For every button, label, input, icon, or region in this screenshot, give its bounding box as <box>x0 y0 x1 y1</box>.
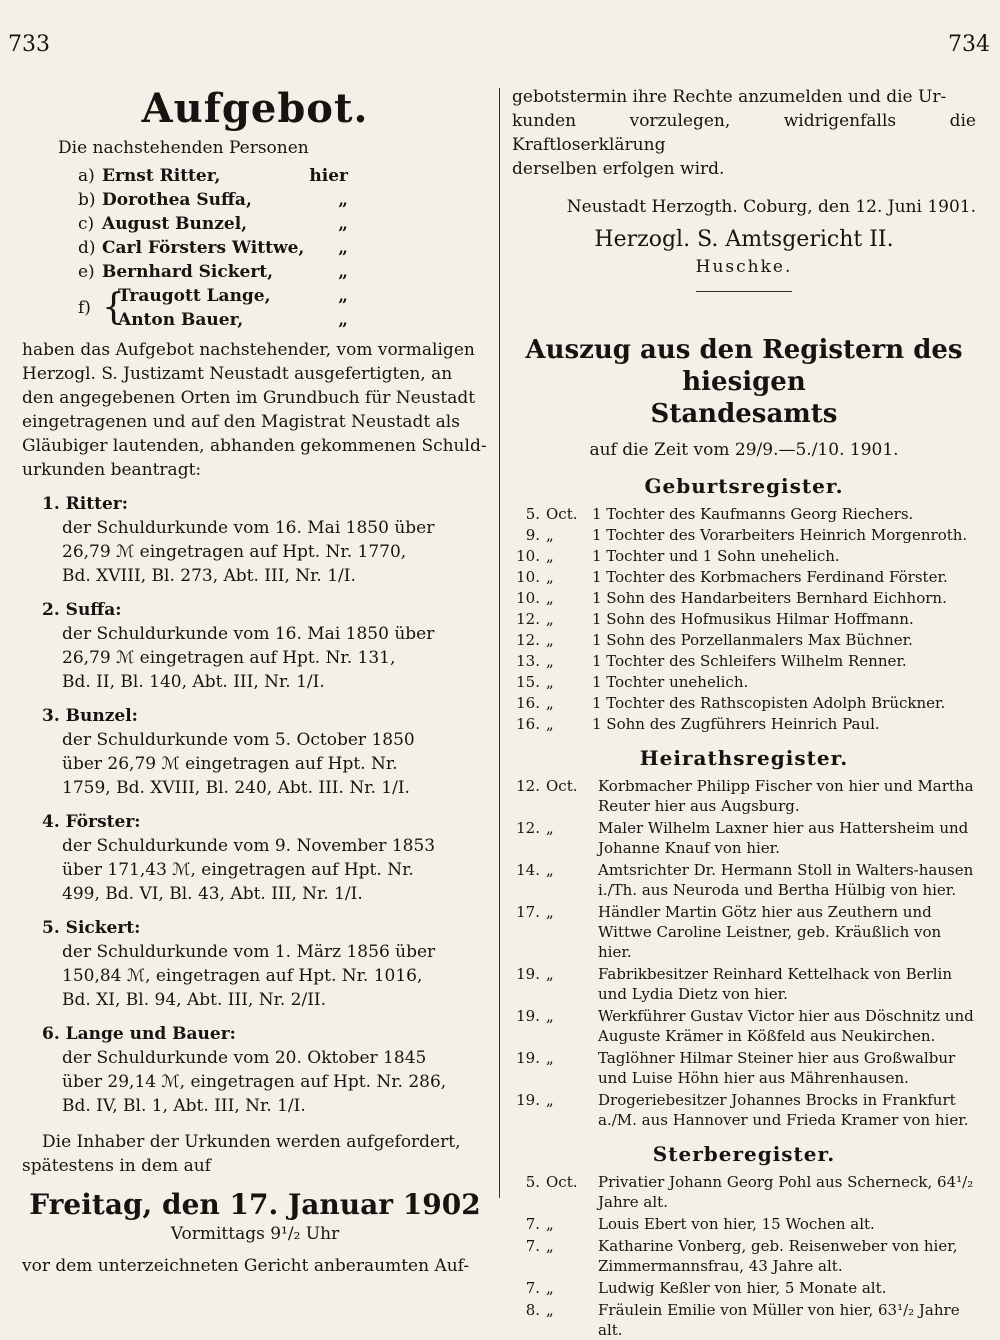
register-entry <box>512 902 976 962</box>
entry-day: 7. <box>525 1237 540 1255</box>
entry-day: 7. <box>525 1215 540 1233</box>
court-name: Herzogl. S. Amtsgericht II. <box>594 227 894 252</box>
entry-day: 13. <box>516 652 540 670</box>
register-entry <box>512 1236 976 1276</box>
entry-text: Taglöhner Hilmar Steiner hier aus Großwalbur und Luise Höhn hier aus Mährenhausen. <box>598 1049 956 1087</box>
person-label: f) <box>78 298 91 318</box>
register-title-line1: Auszug aus den Registern des hiesigen <box>525 335 963 397</box>
entry-text: 1 Tochter des Vorarbeiters Heinrich Morgenroth. <box>592 526 968 544</box>
entry-day: 10. <box>516 589 540 607</box>
entry-month: „ <box>546 568 554 586</box>
item-line: der Schuldurkunde vom 20. Oktober 1845 <box>62 1048 427 1068</box>
register-entry <box>512 651 976 671</box>
entry-text: Werkführer Gustav Victor hier aus Döschnitz und Auguste Krämer in Kößfeld aus Neukirchen. <box>598 1007 974 1045</box>
body-line: den angegebenen Orten im Grundbuch für Neustadt <box>22 388 476 408</box>
marriages-title: Heirathsregister. <box>639 746 849 770</box>
body-line: Herzogl. S. Justizamt Neustadt ausgefertigten, an <box>22 364 453 384</box>
entry-day: 10. <box>516 547 540 565</box>
marriages-list <box>512 776 976 1130</box>
entry-month: „ <box>546 1237 554 1255</box>
entry-day: 16. <box>516 694 540 712</box>
register-entry <box>512 860 976 900</box>
entry-day: 19. <box>516 965 540 983</box>
person-name: Anton Bauer, <box>118 310 244 330</box>
item-line: Bd. XI, Bl. 94, Abt. III, Nr. 2/II. <box>62 990 327 1010</box>
register-entry <box>512 525 976 545</box>
deaths-list <box>512 1172 976 1340</box>
person-place: „ <box>338 214 348 234</box>
item-line: 26,79 ℳ eingetragen auf Hpt. Nr. 131, <box>62 648 396 668</box>
person-list <box>78 164 488 332</box>
page-number-left: 733 <box>8 32 50 57</box>
entry-month: „ <box>546 861 554 879</box>
entry-text: Ludwig Keßler von hier, 5 Monate alt. <box>598 1279 887 1297</box>
register-entry <box>512 776 976 816</box>
register-entry <box>512 714 976 734</box>
body-line: Gläubiger lautenden, abhanden gekommenen Schuld- <box>22 436 487 456</box>
person-place: „ <box>338 262 348 282</box>
entry-month: „ <box>546 819 554 837</box>
place-date: Neustadt Herzogth. Coburg, den 12. Juni 1901. <box>566 197 976 217</box>
register-entry <box>512 1172 976 1212</box>
person-name: Bernhard Sickert, <box>102 262 274 282</box>
entry-text: 1 Sohn des Zugführers Heinrich Paul. <box>592 715 880 733</box>
register-entry <box>512 630 976 650</box>
closing-paragraph <box>22 1130 488 1178</box>
document-item <box>22 916 488 1012</box>
body-line: urkunden beantragt: <box>22 460 202 480</box>
entry-month: „ <box>546 673 554 691</box>
entry-day: 12. <box>516 819 540 837</box>
entry-day: 12. <box>516 777 540 795</box>
person-place: „ <box>338 310 348 330</box>
item-heading: 1. Ritter: <box>42 494 129 514</box>
entry-month: „ <box>546 1007 554 1025</box>
entry-month: Oct. <box>546 1173 578 1191</box>
register-entry <box>512 609 976 629</box>
person-place: „ <box>338 286 348 306</box>
body-line: haben das Aufgebot nachstehender, vom vormaligen <box>22 340 475 360</box>
item-line: über 171,43 ℳ, eingetragen auf Hpt. Nr. <box>62 860 414 880</box>
entry-month: „ <box>546 1279 554 1297</box>
register-entry <box>512 1300 976 1340</box>
hearing-time: Vormittags 9¹/₂ Uhr <box>170 1224 340 1244</box>
document-item <box>22 1022 488 1118</box>
births-list <box>512 504 976 734</box>
deaths-title: Sterberegister. <box>652 1142 836 1166</box>
item-heading: 5. Sickert: <box>42 918 141 938</box>
item-line: 26,79 ℳ eingetragen auf Hpt. Nr. 1770, <box>62 542 407 562</box>
person-name: August Bunzel, <box>102 214 248 234</box>
entry-text: Drogeriebesitzer Johannes Brocks in Frankfurt a./M. aus Hannover und Frieda Kramer von hier. <box>598 1091 969 1129</box>
entry-text: Amtsrichter Dr. Hermann Stoll in Walters-hausen i./Th. aus Neuroda und Bertha Hülbig von hier. <box>598 861 974 899</box>
body-line: eingetragenen und auf den Magistrat Neustadt als <box>22 412 460 432</box>
document-item <box>22 492 488 588</box>
entry-day: 5. <box>525 1173 540 1191</box>
entry-month: „ <box>546 903 554 921</box>
entry-text: Maler Wilhelm Laxner hier aus Hattersheim und Johanne Knauf von hier. <box>598 819 969 857</box>
right-column <box>512 85 976 1340</box>
item-line: Bd. IV, Bl. 1, Abt. III, Nr. 1/I. <box>62 1096 306 1116</box>
entry-day: 10. <box>516 568 540 586</box>
entry-text: Fabrikbesitzer Reinhard Kettelhack von Berlin und Lydia Dietz von hier. <box>598 965 953 1003</box>
entry-day: 16. <box>516 715 540 733</box>
item-line: der Schuldurkunde vom 9. November 1853 <box>62 836 436 856</box>
entry-month: „ <box>546 631 554 649</box>
entry-month: „ <box>546 1301 554 1319</box>
entry-text: 1 Tochter unehelich. <box>592 673 749 691</box>
item-line: über 29,14 ℳ, eingetragen auf Hpt. Nr. 286, <box>62 1072 447 1092</box>
person-name: Dorothea Suffa, <box>102 190 252 210</box>
left-column <box>22 85 488 1278</box>
last-line: vor dem unterzeichneten Gericht anberaumten Auf- <box>22 1256 470 1276</box>
hearing-date: Freitag, den 17. Januar 1902 <box>29 1188 481 1221</box>
person-place: „ <box>338 238 348 258</box>
person-label: a) <box>78 166 95 186</box>
item-heading: 3. Bunzel: <box>42 706 138 726</box>
register-entry <box>512 964 976 1004</box>
person-row <box>78 236 488 260</box>
register-entry <box>512 672 976 692</box>
aufgebot-title: Aufgebot. <box>141 85 369 132</box>
register-entry <box>512 1214 976 1234</box>
register-entry <box>512 546 976 566</box>
entry-day: 12. <box>516 610 540 628</box>
item-heading: 2. Suffa: <box>42 600 122 620</box>
column-divider <box>499 88 500 1198</box>
entry-day: 5. <box>525 505 540 523</box>
entry-day: 12. <box>516 631 540 649</box>
entry-text: Louis Ebert von hier, 15 Wochen alt. <box>598 1215 875 1233</box>
person-row <box>78 260 488 284</box>
entry-day: 14. <box>516 861 540 879</box>
person-name: Carl Försters Wittwe, <box>102 238 305 258</box>
item-line: 150,84 ℳ, eingetragen auf Hpt. Nr. 1016, <box>62 966 423 986</box>
entry-text: 1 Tochter des Rathscopisten Adolph Brückner. <box>592 694 946 712</box>
entry-text: Privatier Johann Georg Pohl aus Scherneck, 64¹/₂ Jahre alt. <box>598 1173 974 1211</box>
entry-month: „ <box>546 1091 554 1109</box>
entry-month: „ <box>546 1049 554 1067</box>
entry-day: 17. <box>516 903 540 921</box>
entry-month: „ <box>546 694 554 712</box>
entry-day: 19. <box>516 1007 540 1025</box>
person-row <box>78 164 488 188</box>
entry-month: Oct. <box>546 505 578 523</box>
entry-text: 1 Sohn des Handarbeiters Bernhard Eichhorn. <box>592 589 947 607</box>
item-line: der Schuldurkunde vom 5. October 1850 <box>62 730 415 750</box>
register-entry <box>512 588 976 608</box>
entry-month: „ <box>546 610 554 628</box>
entry-month: „ <box>546 526 554 544</box>
entry-month: „ <box>546 589 554 607</box>
register-entry <box>512 567 976 587</box>
closing-line: Die Inhaber der Urkunden werden aufgefordert, <box>42 1132 461 1152</box>
births-title: Geburtsregister. <box>644 474 844 498</box>
person-label: d) <box>78 238 96 258</box>
register-entry <box>512 818 976 858</box>
register-entry <box>512 1278 976 1298</box>
item-line: Bd. XVIII, Bl. 273, Abt. III, Nr. 1/I. <box>62 566 356 586</box>
signature: Huschke. <box>695 257 793 277</box>
continuation-line: kunden vorzulegen, widrigenfalls die Kraftloserklärung <box>512 111 976 155</box>
person-label: e) <box>78 262 95 282</box>
entry-text: 1 Tochter des Schleifers Wilhelm Renner. <box>592 652 907 670</box>
section-rule <box>696 291 792 292</box>
continuation-line: derselben erfolgen wird. <box>512 159 725 179</box>
person-row <box>78 212 488 236</box>
entry-text: Fräulein Emilie von Müller von hier, 63¹/₂ Jahre alt. <box>598 1301 960 1339</box>
body-paragraph <box>22 338 488 482</box>
item-line: der Schuldurkunde vom 16. Mai 1850 über <box>62 624 435 644</box>
register-entry <box>512 504 976 524</box>
item-heading: 6. Lange und Bauer: <box>42 1024 236 1044</box>
entry-day: 7. <box>525 1279 540 1297</box>
entry-text: Katharine Vonberg, geb. Reisenweber von hier, Zimmermannsfrau, 43 Jahre alt. <box>598 1237 958 1275</box>
register-title-line2: Standesamts <box>650 399 838 429</box>
person-name: Ernst Ritter, <box>102 166 221 186</box>
entry-day: 19. <box>516 1049 540 1067</box>
person-label: c) <box>78 214 95 234</box>
document-item <box>22 598 488 694</box>
item-line: Bd. II, Bl. 140, Abt. III, Nr. 1/I. <box>62 672 325 692</box>
person-row <box>118 284 348 308</box>
register-entry <box>512 1006 976 1046</box>
register-entry <box>512 1090 976 1130</box>
entry-text: Händler Martin Götz hier aus Zeuthern und Wittwe Caroline Leistner, geb. Kräußlich von hier. <box>598 903 942 961</box>
entry-text: 1 Sohn des Porzellanmalers Max Büchner. <box>592 631 913 649</box>
entry-text: 1 Tochter des Korbmachers Ferdinand Förster. <box>592 568 948 586</box>
entry-text: 1 Tochter und 1 Sohn unehelich. <box>592 547 840 565</box>
entry-day: 15. <box>516 673 540 691</box>
document-item <box>22 704 488 800</box>
page-number-right: 734 <box>948 32 990 57</box>
entry-month: „ <box>546 715 554 733</box>
entry-day: 19. <box>516 1091 540 1109</box>
entry-day: 8. <box>525 1301 540 1319</box>
person-place: „ <box>338 190 348 210</box>
entry-month: „ <box>546 1215 554 1233</box>
brace-glyph: { <box>102 287 125 328</box>
person-row <box>118 308 348 332</box>
person-label: b) <box>78 190 96 210</box>
item-heading: 4. Förster: <box>42 812 141 832</box>
person-group-names <box>118 284 348 332</box>
entry-month: „ <box>546 547 554 565</box>
item-line: der Schuldurkunde vom 1. März 1856 über <box>62 942 436 962</box>
register-period: auf die Zeit vom 29/9.—5./10. 1901. <box>589 440 899 460</box>
person-place: hier <box>309 166 348 186</box>
entry-month: Oct. <box>546 777 578 795</box>
entry-month: „ <box>546 652 554 670</box>
person-group <box>78 284 488 332</box>
item-line: über 26,79 ℳ eingetragen auf Hpt. Nr. <box>62 754 398 774</box>
item-line: 499, Bd. VI, Bl. 43, Abt. III, Nr. 1/I. <box>62 884 363 904</box>
intro-line: Die nachstehenden Personen <box>58 138 309 158</box>
entry-text: 1 Tochter des Kaufmanns Georg Riechers. <box>592 505 914 523</box>
document-item <box>22 810 488 906</box>
entry-day: 9. <box>525 526 540 544</box>
entry-text: 1 Sohn des Hofmusikus Hilmar Hoffmann. <box>592 610 914 628</box>
continuation-paragraph <box>512 85 976 181</box>
continuation-line: gebotstermin ihre Rechte anzumelden und die Ur- <box>512 87 947 107</box>
item-line: 1759, Bd. XVIII, Bl. 240, Abt. III. Nr. 1/I. <box>62 778 410 798</box>
register-entry <box>512 693 976 713</box>
person-name: Traugott Lange, <box>118 286 271 306</box>
register-entry <box>512 1048 976 1088</box>
item-line: der Schuldurkunde vom 16. Mai 1850 über <box>62 518 435 538</box>
closing-line: spätestens in dem auf <box>22 1156 211 1176</box>
person-row <box>78 188 488 212</box>
entry-text: Korbmacher Philipp Fischer von hier und Martha Reuter hier aus Augsburg. <box>598 777 974 815</box>
entry-month: „ <box>546 965 554 983</box>
